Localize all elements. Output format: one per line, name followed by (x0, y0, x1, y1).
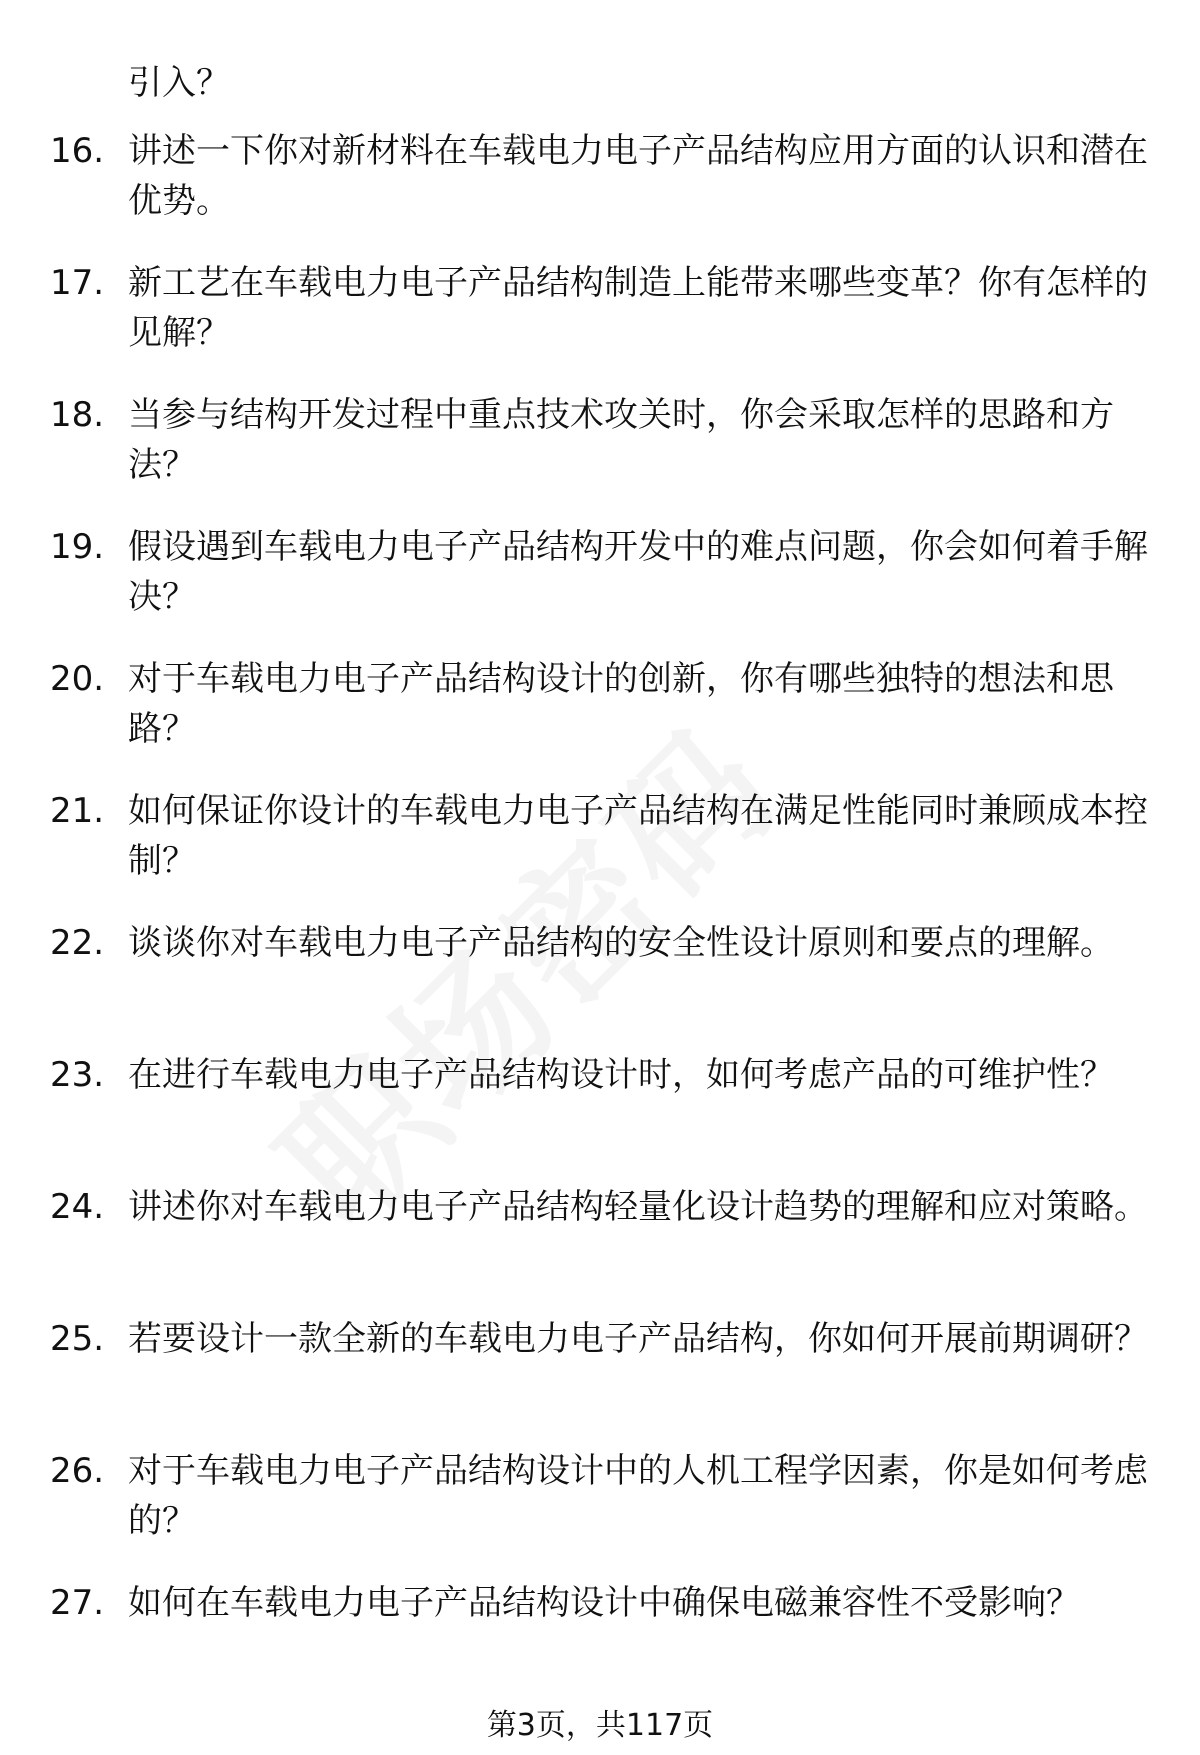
question-number: 24. (50, 1187, 105, 1227)
question-text: 谈谈你对车载电力电子产品结构的安全性设计原则和要点的理解。 (128, 923, 1114, 963)
question-item (50, 918, 1160, 1028)
question-number: 23. (50, 1055, 105, 1095)
question-item (50, 1314, 1160, 1424)
continuation-text: 引入？ (128, 63, 230, 103)
page-footer: 第3页，共117页 (486, 1708, 714, 1743)
question-number: 16. (50, 131, 105, 171)
question-item (50, 1446, 1160, 1556)
question-number: 25. (50, 1319, 105, 1359)
question-item (50, 1182, 1160, 1292)
question-text: 当参与结构开发过程中重点技术攻关时，你会采取怎样的思路和方法？ (128, 395, 1114, 485)
question-number: 26. (50, 1451, 105, 1491)
question-number: 22. (50, 923, 105, 963)
question-text: 在进行车载电力电子产品结构设计时，如何考虑产品的可维护性？ (128, 1055, 1114, 1095)
question-item (50, 1578, 1160, 1638)
question-number: 18. (50, 395, 105, 435)
question-number: 19. (50, 527, 105, 567)
question-item (50, 786, 1160, 896)
question-text: 如何在车载电力电子产品结构设计中确保电磁兼容性不受影响？ (128, 1583, 1080, 1623)
question-item (50, 1050, 1160, 1160)
question-text: 讲述你对车载电力电子产品结构轻量化设计趋势的理解和应对策略。 (128, 1187, 1148, 1227)
question-item (50, 258, 1160, 368)
question-item (50, 390, 1160, 500)
question-text: 对于车载电力电子产品结构设计中的人机工程学因素，你是如何考虑的？ (128, 1451, 1148, 1541)
question-text: 对于车载电力电子产品结构设计的创新，你有哪些独特的想法和思路？ (128, 659, 1114, 749)
question-number: 21. (50, 791, 105, 831)
question-text: 如何保证你设计的车载电力电子产品结构在满足性能同时兼顾成本控制？ (128, 791, 1148, 881)
question-item (50, 654, 1160, 764)
question-text: 讲述一下你对新材料在车载电力电子产品结构应用方面的认识和潜在优势。 (128, 131, 1148, 221)
question-text: 若要设计一款全新的车载电力电子产品结构，你如何开展前期调研？ (128, 1319, 1148, 1359)
question-number: 17. (50, 263, 105, 303)
question-text: 假设遇到车载电力电子产品结构开发中的难点问题，你会如何着手解决？ (128, 527, 1148, 617)
question-number: 20. (50, 659, 105, 699)
question-item (50, 522, 1160, 632)
question-text: 新工艺在车载电力电子产品结构制造上能带来哪些变革？你有怎样的见解？ (128, 263, 1148, 353)
question-number: 27. (50, 1583, 105, 1623)
question-item (50, 126, 1160, 236)
